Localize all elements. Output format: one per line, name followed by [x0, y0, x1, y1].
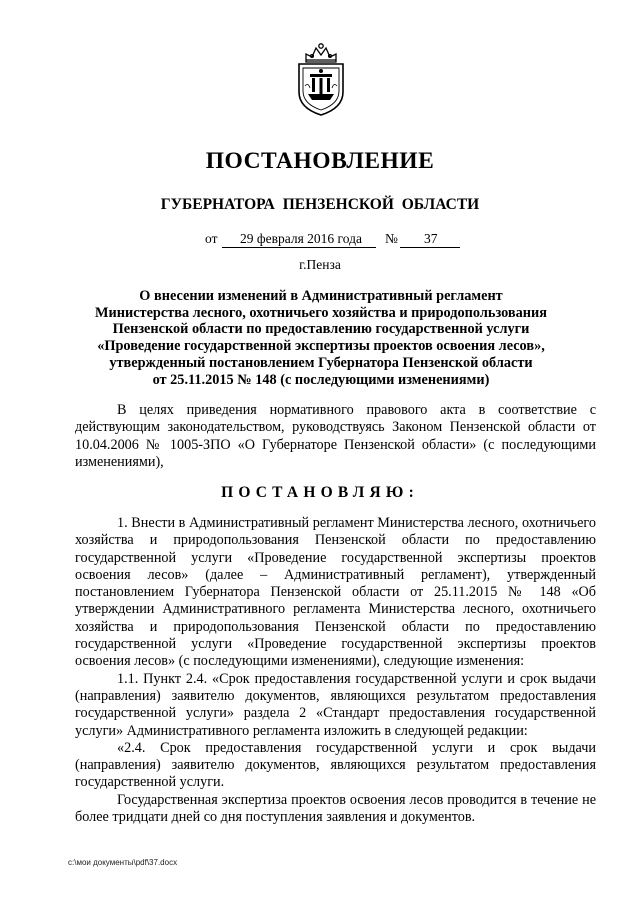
- penza-coat-of-arms-icon: [290, 42, 352, 118]
- document-number: 37: [424, 231, 438, 246]
- heading-line: Министерства лесного, охотничьего хозяйства и природопользования: [95, 304, 547, 321]
- paragraph-1: 1. Внести в Административный регламент Министерства лесного, охотничьего хозяйства и природопользования Пензенской области по предоставлению государственной услуги «Проведение государственной экспертизы проектов освоения лесов» (далее – Административный регламент), утвержденный постановлением Губернатора Пензенской области от 25.11.2015 № 148 «Об утверждении Административного регламента Министерства лесного, охотничьего хозяйства и природопользования Пензенской области по предоставлению государственной услуги «Проведение государственной экспертизы проектов освоения лесов» (с последующими изменениями), следующие изменения:: [75, 515, 596, 670]
- file-path-footer: c:\мои документы\pdf\37.docx: [68, 858, 178, 867]
- heading-line: «Проведение государственной экспертизы проектов освоения лесов»,: [97, 338, 545, 355]
- paragraph-expertise: Государственная экспертиза проектов освоения лесов проводится в течение не более тридцати дней со дня поступления заявления и документов.: [75, 791, 596, 826]
- heading-line: утвержденный постановлением Губернатора Пензенской области: [109, 354, 533, 371]
- city-line: г.Пенза: [299, 257, 341, 272]
- paragraph-2-4: «2.4. Срок предоставления государственной услуги и срок выдачи (направления) заявителю документов, являющихся результатом предоставления государственной услуги.: [75, 739, 596, 791]
- number-sign: №: [385, 231, 398, 246]
- date-underline: [222, 247, 376, 248]
- decree-word: ПОСТАНОВЛЯЮ:: [221, 484, 419, 501]
- number-underline: [400, 247, 460, 248]
- date-prefix: от: [205, 231, 218, 246]
- heading-line: от 25.11.2015 № 148 (с последующими изменениями): [152, 371, 490, 388]
- heading-line: Пензенской области по предоставлению государственной услуги: [112, 321, 530, 338]
- preamble-paragraph: В целях приведения нормативного правового акта в соответствие с действующим законодательством, руководствуясь Законом Пензенской области от 10.04.2006 № 1005-ЗПО «О Губернаторе Пензенской области» (с последующими изменениями),: [75, 402, 596, 470]
- document-subtitle: ГУБЕРНАТОРА ПЕНЗЕНСКОЙ ОБЛАСТИ: [160, 196, 480, 213]
- document-date: 29 февраля 2016 года: [240, 231, 362, 246]
- document-title: ПОСТАНОВЛЕНИЕ: [205, 148, 435, 174]
- paragraph-1-1: 1.1. Пункт 2.4. «Срок предоставления государственной услуги и срок выдачи (направления) заявителю документов, являющихся результатом предоставления государственной услуги» раздела 2 «Стандарт предоставления государственной услуги» Административного регламента изложить в следующей редакции:: [75, 670, 596, 739]
- main-text-block: [75, 515, 596, 826]
- preamble-block: [75, 402, 596, 471]
- resolution-heading: [70, 288, 572, 388]
- heading-line: О внесении изменений в Административный регламент: [139, 288, 503, 304]
